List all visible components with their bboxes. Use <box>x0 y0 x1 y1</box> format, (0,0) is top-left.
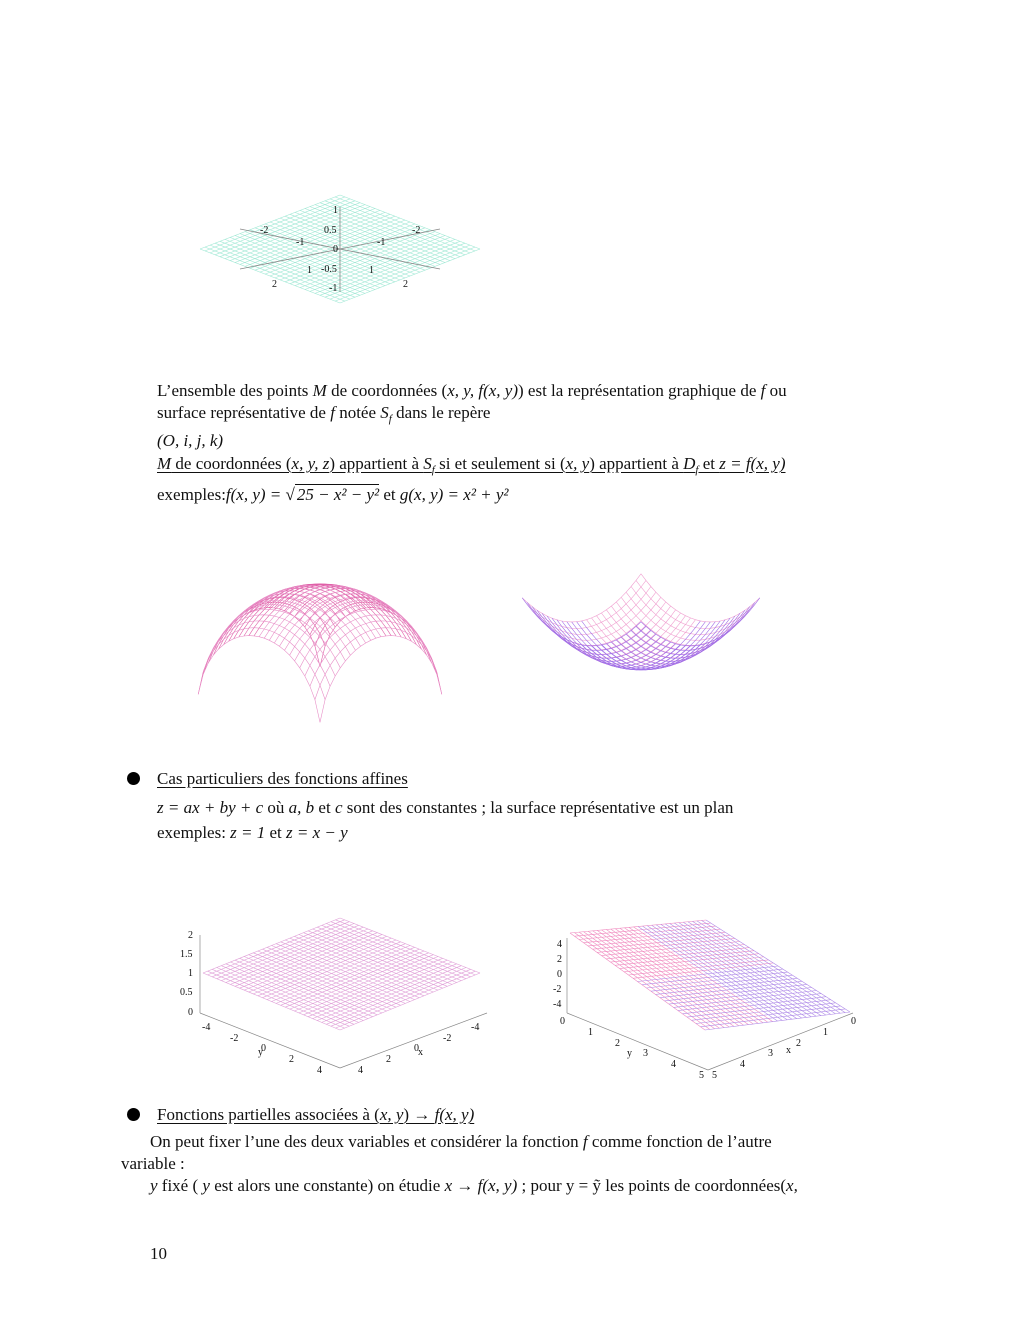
tick: -4 <box>553 999 562 1010</box>
text: sont des constantes ; la surface représentative est un plan <box>342 798 734 817</box>
math: M <box>157 454 172 473</box>
text: M <box>312 381 327 400</box>
section-heading: Cas particuliers des fonctions affines <box>157 769 408 788</box>
paragraph-line <box>157 798 733 818</box>
axis-label-x: x <box>786 1045 791 1056</box>
text: dans le repère <box>391 403 491 422</box>
text: ) est la représentation graphique de <box>518 381 761 400</box>
tick: 0 <box>851 1016 856 1027</box>
mesh-line <box>702 920 846 1012</box>
text: fixé ( <box>157 1176 203 1195</box>
tick: 0 <box>560 1016 565 1027</box>
plot-plane-z-x-minus-y <box>567 920 853 1070</box>
mesh-line <box>641 574 760 622</box>
tick: 0 <box>261 1043 266 1054</box>
tick: 2 <box>557 954 562 965</box>
paragraph-line <box>157 823 348 843</box>
tick: 1.5 <box>180 949 193 960</box>
text: et <box>698 454 720 473</box>
tick: -4 <box>471 1022 480 1033</box>
text: comme fonction de l’autre <box>587 1132 772 1151</box>
tick: 1 <box>307 265 312 276</box>
plot-hemisphere-surface <box>198 584 442 722</box>
tick: 1 <box>369 265 374 276</box>
tick: -2 <box>260 225 269 236</box>
math: x, y <box>565 454 590 473</box>
text: et <box>314 798 335 817</box>
math: f <box>695 464 699 477</box>
math: a, b <box>288 798 315 817</box>
page-number: 10 <box>150 1244 167 1263</box>
mesh-line <box>688 922 831 1015</box>
math: S <box>423 454 432 473</box>
tick: 3 <box>768 1048 773 1059</box>
text: et <box>265 823 287 842</box>
tick: 2 <box>386 1054 391 1065</box>
axis-line <box>567 1013 708 1070</box>
math: f <box>388 413 392 426</box>
math: c <box>334 798 343 817</box>
text: exemples: <box>157 823 231 842</box>
math: z = ax + by + c <box>157 798 264 817</box>
tick: 5 <box>699 1070 704 1081</box>
examples-line: exemples:f(x, y) = √ 25 − x² − y² et g(x, y) = x² + y² <box>157 485 509 504</box>
plot-plane-z-1 <box>200 918 487 1068</box>
math: x, y, f(x, y) <box>447 381 518 400</box>
paragraph-line <box>150 1132 772 1152</box>
math: z = f(x, y) <box>719 454 786 473</box>
tick: 0 <box>557 969 562 980</box>
paragraph-line <box>157 381 787 401</box>
math: x, y, z <box>291 454 330 473</box>
tick: 4 <box>671 1059 676 1070</box>
mesh-line <box>670 924 812 1017</box>
math: f <box>431 464 435 477</box>
axis-line <box>708 1013 853 1070</box>
tick: -2 <box>443 1033 452 1044</box>
mesh-line <box>208 971 345 1028</box>
definition-line <box>157 454 786 480</box>
mesh-line <box>692 921 835 1014</box>
text: où <box>263 798 289 817</box>
mesh-line <box>683 922 826 1015</box>
math: S <box>380 403 389 422</box>
mesh-line <box>674 923 816 1016</box>
tick: 0 <box>333 244 338 255</box>
text: de coordonnées ( <box>171 454 292 473</box>
paragraph-line <box>157 403 490 429</box>
mesh-line <box>679 923 821 1016</box>
tick: -1 <box>377 237 386 248</box>
tick: 2 <box>289 1054 294 1065</box>
math: f <box>330 403 335 422</box>
text: ) appartient à <box>329 454 424 473</box>
tick: 1 <box>188 968 193 979</box>
tick: 5 <box>712 1070 717 1081</box>
text: notée <box>334 403 381 422</box>
paragraph-line <box>150 1176 798 1196</box>
math: g(x, y) = x² + y² <box>399 485 509 504</box>
mesh-line <box>697 921 840 1013</box>
text: On peut fixer l’une des deux variables et considérer la fonction <box>150 1132 583 1151</box>
tick: 2 <box>796 1038 801 1049</box>
plot-paraboloid-surface <box>522 574 760 670</box>
mesh-line <box>221 966 358 1023</box>
plot-plane-grid <box>200 195 480 303</box>
bullet-icon <box>127 1108 140 1121</box>
tick: 4 <box>740 1059 745 1070</box>
math: f <box>582 1132 588 1151</box>
tick: -2 <box>553 984 562 995</box>
tick: 3 <box>643 1048 648 1059</box>
tick: -0.5 <box>321 264 337 275</box>
text: ) appartient à <box>589 454 684 473</box>
math: f(x, y) <box>434 1105 475 1124</box>
tick: 1 <box>823 1027 828 1038</box>
math: y <box>150 1176 158 1195</box>
section-heading <box>157 1105 474 1125</box>
math: 25 − x² − y² <box>296 485 380 504</box>
bullet-icon <box>127 772 140 785</box>
mesh-line <box>212 969 349 1026</box>
math: z = 1 <box>230 823 266 842</box>
tick: 2 <box>272 279 277 290</box>
paragraph-line: variable : <box>121 1154 185 1173</box>
math: (O, i, j, k) <box>157 431 224 450</box>
tick: 4 <box>557 939 562 950</box>
text: de coordonnées ( <box>326 381 448 400</box>
text: ; pour y = ỹ les points de coordonnées( <box>517 1176 787 1195</box>
math: x, <box>786 1176 798 1195</box>
tick: 1 <box>333 205 338 216</box>
text: Fonctions partielles associées à ( <box>157 1105 380 1124</box>
math: f(x, y) = <box>225 485 286 504</box>
math: f <box>760 381 766 400</box>
text: exemples: <box>157 485 226 504</box>
math: x, y <box>379 1105 404 1124</box>
mesh-line <box>203 973 340 1030</box>
text: et <box>379 485 400 504</box>
axis-label-x: x <box>418 1047 423 1058</box>
frame-notation <box>157 431 223 451</box>
mesh-line <box>226 964 363 1021</box>
text: surface représentative de <box>157 403 331 422</box>
tick: 0.5 <box>324 225 337 236</box>
tick: -1 <box>329 283 338 294</box>
tick: 0.5 <box>180 987 193 998</box>
math: D <box>683 454 696 473</box>
mesh-line <box>269 584 391 636</box>
math: x → f(x, y) <box>444 1176 518 1195</box>
tick: 0 <box>188 1007 193 1018</box>
mesh-line <box>522 574 641 622</box>
tick: -4 <box>202 1022 211 1033</box>
tick: 2 <box>188 930 193 941</box>
tick: 2 <box>403 279 408 290</box>
tick: 4 <box>358 1065 363 1076</box>
tick: 1 <box>588 1027 593 1038</box>
axis-label-y: y <box>258 1047 263 1058</box>
tick: 0 <box>414 1043 419 1054</box>
tick: 4 <box>317 1065 322 1076</box>
text: ou <box>765 381 787 400</box>
mesh-line <box>217 968 354 1025</box>
mesh-line <box>230 962 368 1019</box>
tick: -2 <box>230 1033 239 1044</box>
text: si et seulement si ( <box>434 454 566 473</box>
math: z = x − y <box>286 823 348 842</box>
tick: 2 <box>615 1038 620 1049</box>
axis-label-y: y <box>627 1048 632 1059</box>
text: ) → <box>403 1105 435 1124</box>
tick: -2 <box>412 225 421 236</box>
text: L’ensemble des points <box>157 381 313 400</box>
math: y <box>202 1176 210 1195</box>
tick: -1 <box>296 237 305 248</box>
text: est alors une constante) on étudie <box>209 1176 445 1195</box>
